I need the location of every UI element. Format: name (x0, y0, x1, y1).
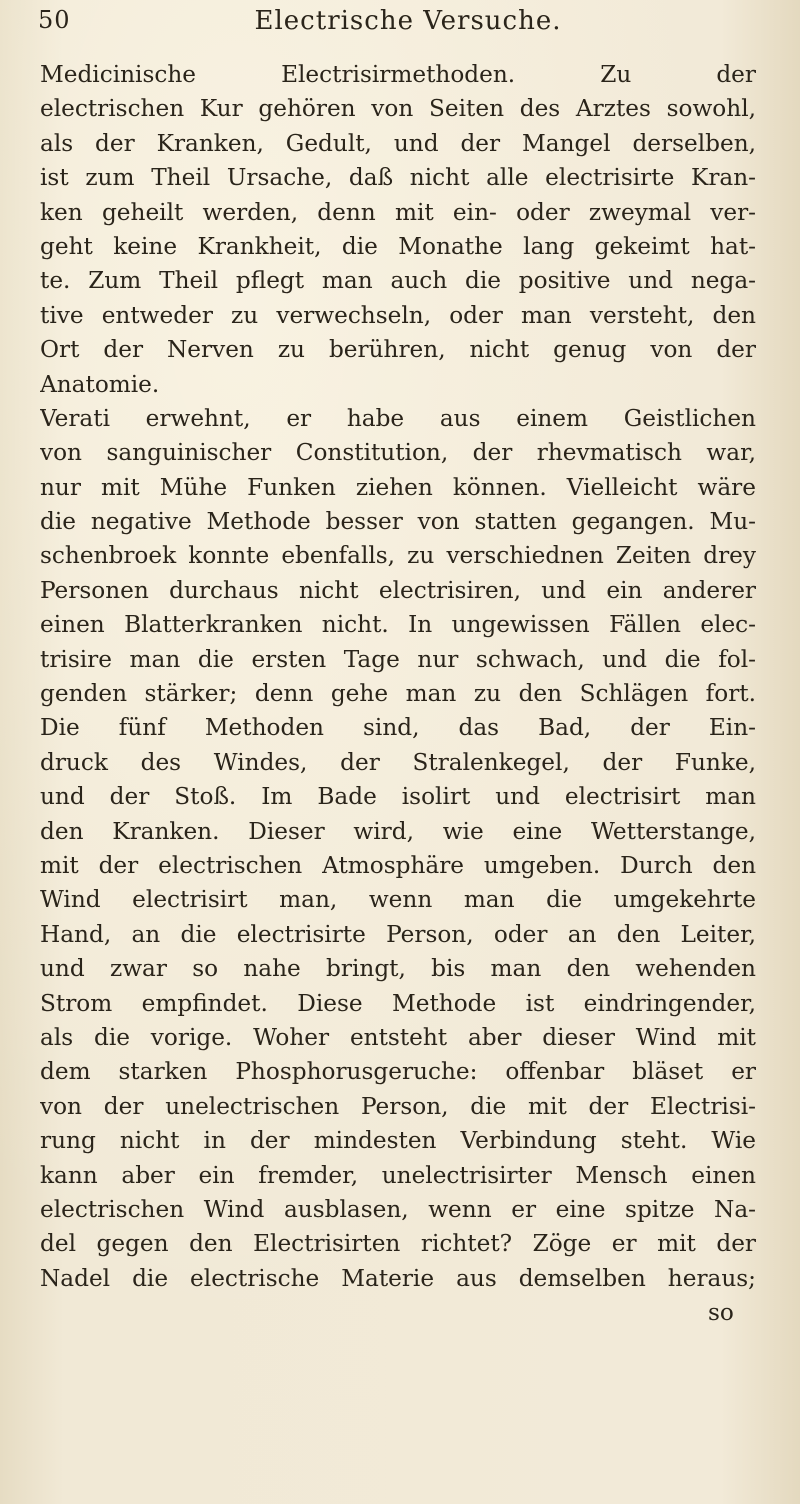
text-line: einen Blatterkranken nicht. In ungewissen Fällen elec- (40, 611, 756, 639)
text-line: und zwar so nahe bringt, bis man den wehenden (40, 955, 756, 983)
text-line: die negative Methode besser von statten gegangen. Mu- (40, 508, 756, 536)
text-line: Medicinische Electrisirmethoden. Zu der (40, 61, 756, 88)
text-line: te. Zum Theil pflegt man auch die positive und nega- (40, 267, 756, 295)
text-line: ist zum Theil Ursache, daß nicht alle electrisirte Kran- (40, 164, 756, 192)
catchword: so (708, 1299, 734, 1327)
text-line: schenbroek konnte ebenfalls, zu verschiednen Zeiten drey (40, 542, 756, 570)
text-line: ken geheilt werden, denn mit ein- oder zweymal ver- (40, 198, 756, 226)
text-line: trisire man die ersten Tage nur schwach, und die fol- (40, 645, 756, 673)
text-line: mit der electrischen Atmosphäre umgeben. Durch den (40, 851, 756, 879)
text-line: Die fünf Methoden sind, das Bad, der Ein- (40, 714, 756, 742)
text-line: rung nicht in der mindesten Verbindung steht. Wie (40, 1127, 756, 1155)
body-text (40, 58, 756, 1330)
text-line: genden stärker; denn gehe man zu den Schlägen fort. (40, 680, 756, 708)
text-line: und der Stoß. Im Bade isolirt und electrisirt man (40, 783, 756, 811)
text-line: Strom empfindet. Diese Methode ist eindringender, (40, 989, 756, 1017)
text-line: von der unelectrischen Person, die mit der Electrisi- (40, 1092, 756, 1120)
text-line: den Kranken. Dieser wird, wie eine Wetterstange, (40, 817, 756, 845)
text-line: Anatomie. (40, 370, 160, 398)
text-line: als der Kranken, Gedult, und der Mangel derselben, (40, 129, 756, 157)
text-line: von sanguinischer Constitution, der rhevmatisch war, (40, 439, 756, 467)
page-number: 50 (38, 6, 71, 34)
text-line: electrischen Kur gehören von Seiten des Arztes sowohl, (40, 95, 756, 123)
text-line: dem starken Phosphorusgeruche: offenbar bläset er (40, 1058, 756, 1086)
text-line: del gegen den Electrisirten richtet? Zöge er mit der (40, 1230, 756, 1258)
text-line: Verati erwehnt, er habe aus einem Geistlichen (40, 404, 756, 432)
text-line: tive entweder zu verwechseln, oder man versteht, den (40, 301, 756, 329)
text-line: Ort der Nerven zu berühren, nicht genug von der (40, 336, 756, 364)
text-line: als die vorige. Woher entsteht aber dieser Wind mit (40, 1023, 756, 1051)
text-line: Wind electrisirt man, wenn man die umgekehrte (40, 886, 756, 914)
text-line: geht keine Krankheit, die Monathe lang gekeimt hat- (40, 232, 756, 260)
running-title: Electrische Versuche. (254, 6, 562, 36)
page-header (38, 0, 778, 56)
text-line: druck des Windes, der Stralenkegel, der Funke, (40, 748, 756, 776)
text-line: electrischen Wind ausblasen, wenn er eine spitze Na- (40, 1195, 756, 1223)
text-line: Nadel die electrische Materie aus demselben heraus; (40, 1264, 756, 1292)
text-line: Personen durchaus nicht electrisiren, und ein anderer (40, 576, 756, 604)
text-line: kann aber ein fremder, unelectrisirter Mensch einen (40, 1161, 756, 1189)
text-line: nur mit Mühe Funken ziehen können. Vielleicht wäre (40, 473, 756, 501)
text-line: Hand, an die electrisirte Person, oder an den Leiter, (40, 920, 756, 948)
